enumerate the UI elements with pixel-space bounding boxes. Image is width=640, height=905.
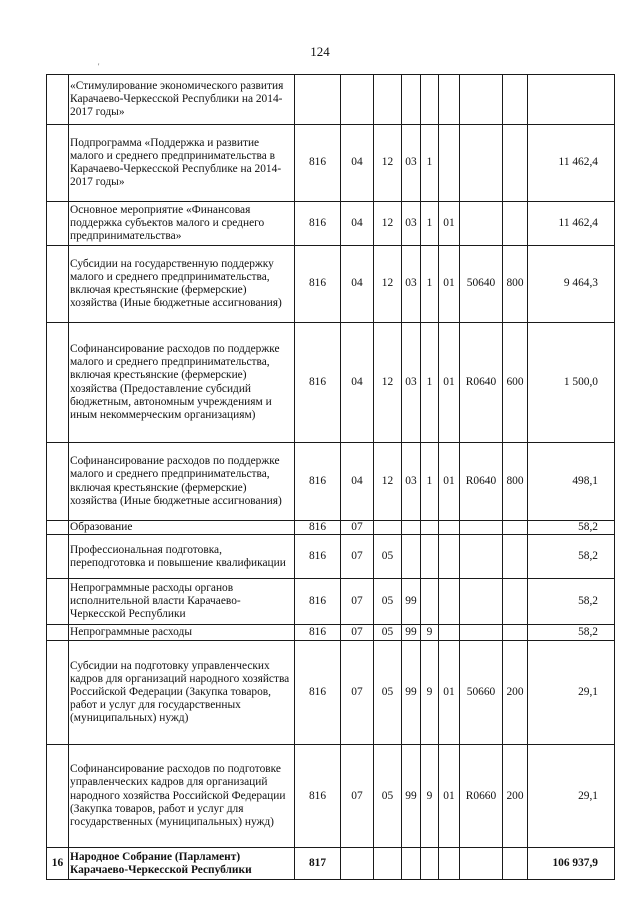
main-event-code-cell: 01 [439,202,460,246]
expense-type-cell [503,579,528,625]
program-code-cell [402,535,421,579]
section-code-cell: 07 [341,535,374,579]
program-code-cell [402,75,421,125]
expense-direction-cell: R0640 [460,443,503,521]
table-row [47,443,615,521]
table-row [47,521,615,535]
expense-direction-cell [460,625,503,641]
table-row [47,848,615,880]
ministry-code-cell: 816 [295,745,341,848]
program-code-cell: 03 [402,323,421,443]
budget-item-name: Основное мероприятие «Финансовая поддержка субъектов малого и среднего предпринимательства» [69,202,295,246]
program-code-cell [402,848,421,880]
expense-type-cell [503,535,528,579]
expense-direction-cell [460,521,503,535]
table-row [47,246,615,323]
expense-direction-cell: 50640 [460,246,503,323]
subsection-code-cell: 05 [374,641,402,745]
page-number: 124 [310,44,330,59]
table-row [47,202,615,246]
table-row [47,75,615,125]
row-number-cell [47,521,69,535]
subprogram-code-cell [421,848,439,880]
ministry-code-cell: 816 [295,125,341,202]
subsection-code-cell: 12 [374,246,402,323]
main-event-code-cell: 01 [439,246,460,323]
program-code-cell: 99 [402,625,421,641]
amount-cell: 58,2 [528,625,615,641]
amount-cell: 9 464,3 [528,246,615,323]
section-code-cell: 07 [341,521,374,535]
section-code-cell: 04 [341,246,374,323]
subprogram-code-cell [421,75,439,125]
expense-direction-cell: 50660 [460,641,503,745]
expense-type-cell [503,521,528,535]
subprogram-code-cell [421,579,439,625]
row-number-cell [47,75,69,125]
amount-cell: 29,1 [528,745,615,848]
budget-item-name: Народное Собрание (Парламент) Карачаево-Черкесской Республики [69,848,295,880]
subsection-code-cell: 05 [374,625,402,641]
table-row [47,579,615,625]
ministry-code-cell: 816 [295,246,341,323]
expense-type-cell [503,75,528,125]
ministry-code-cell: 816 [295,323,341,443]
budget-item-name: Субсидии на государственную поддержку малого и среднего предпринимательства, включая крестьянские (фермерские) хозяйства (Иные бюджетные ассигнования) [69,246,295,323]
subprogram-code-cell: 1 [421,202,439,246]
expense-type-cell [503,202,528,246]
subsection-code-cell: 05 [374,579,402,625]
subprogram-code-cell [421,521,439,535]
budget-table [46,74,615,880]
subprogram-code-cell: 9 [421,625,439,641]
subprogram-code-cell: 9 [421,745,439,848]
amount-cell: 58,2 [528,535,615,579]
section-code-cell: 07 [341,579,374,625]
ministry-code-cell: 816 [295,202,341,246]
expense-type-cell: 800 [503,443,528,521]
expense-direction-cell [460,848,503,880]
main-event-code-cell [439,125,460,202]
main-event-code-cell: 01 [439,323,460,443]
main-event-code-cell [439,848,460,880]
program-code-cell: 03 [402,125,421,202]
row-number-cell [47,535,69,579]
budget-item-name: «Стимулирование экономического развития Карачаево-Черкесской Республики на 2014-2017 годы» [69,75,295,125]
subsection-code-cell: 12 [374,443,402,521]
expense-type-cell: 600 [503,323,528,443]
subprogram-code-cell: 1 [421,323,439,443]
amount-cell: 11 462,4 [528,202,615,246]
expense-type-cell [503,848,528,880]
budget-item-name: Непрограммные расходы органов исполнительной власти Карачаево-Черкесской Республики [69,579,295,625]
subprogram-code-cell: 9 [421,641,439,745]
expense-direction-cell: R0640 [460,323,503,443]
table-row [47,625,615,641]
subsection-code-cell: 12 [374,125,402,202]
row-number-cell [47,641,69,745]
ministry-code-cell: 816 [295,625,341,641]
subsection-code-cell: 12 [374,202,402,246]
table-row [47,323,615,443]
budget-item-name: Софинансирование расходов по поддержке малого и среднего предпринимательства, включая крестьянские (фермерские) хозяйства (Предоставление субсидий бюджетным, автономным учреждениям и иным некоммерческим организациям) [69,323,295,443]
main-event-code-cell [439,579,460,625]
row-number-cell [47,443,69,521]
budget-item-name: Подпрограмма «Поддержка и развитие малого и среднего предпринимательства в Карачаево-Черкесской Республике на 2014-2017 годы» [69,125,295,202]
program-code-cell: 99 [402,641,421,745]
subsection-code-cell: 05 [374,745,402,848]
table-row [47,641,615,745]
row-number-cell [47,125,69,202]
expense-direction-cell [460,535,503,579]
expense-direction-cell [460,202,503,246]
table-row [47,745,615,848]
section-code-cell [341,848,374,880]
program-code-cell: 99 [402,579,421,625]
program-code-cell [402,521,421,535]
section-code-cell: 04 [341,125,374,202]
budget-item-name: Софинансирование расходов по поддержке малого и среднего предпринимательства, включая крестьянские (фермерские) хозяйства (Иные бюджетные ассигнования) [69,443,295,521]
ministry-code-cell: 817 [295,848,341,880]
amount-cell: 58,2 [528,521,615,535]
budget-item-name: Субсидии на подготовку управленческих кадров для организаций народного хозяйства Российской Федерации (Закупка товаров, работ и услуг для государственных (муниципальных) нужд) [69,641,295,745]
row-number-cell [47,579,69,625]
ministry-code-cell: 816 [295,521,341,535]
row-number-cell [47,246,69,323]
amount-cell: 1 500,0 [528,323,615,443]
main-event-code-cell [439,625,460,641]
section-code-cell: 07 [341,745,374,848]
row-number-cell [47,323,69,443]
program-code-cell: 03 [402,202,421,246]
main-event-code-cell [439,75,460,125]
ministry-code-cell: 816 [295,579,341,625]
expense-type-cell: 200 [503,745,528,848]
amount-cell: 58,2 [528,579,615,625]
subsection-code-cell [374,75,402,125]
subprogram-code-cell: 1 [421,246,439,323]
budget-item-name: Непрограммные расходы [69,625,295,641]
budget-item-name: Профессиональная подготовка, переподготовка и повышение квалификации [69,535,295,579]
section-code-cell: 04 [341,202,374,246]
scan-mark: ' [98,62,100,71]
main-event-code-cell [439,521,460,535]
budget-item-name: Образование [69,521,295,535]
amount-cell: 11 462,4 [528,125,615,202]
subprogram-code-cell [421,535,439,579]
subsection-code-cell [374,848,402,880]
main-event-code-cell: 01 [439,443,460,521]
expense-direction-cell [460,75,503,125]
expense-type-cell [503,125,528,202]
section-code-cell [341,75,374,125]
ministry-code-cell: 816 [295,535,341,579]
ministry-code-cell [295,75,341,125]
expense-direction-cell: R0660 [460,745,503,848]
row-number-cell: 16 [47,848,69,880]
section-code-cell: 07 [341,641,374,745]
section-code-cell: 07 [341,625,374,641]
amount-cell: 106 937,9 [528,848,615,880]
subsection-code-cell: 12 [374,323,402,443]
program-code-cell: 99 [402,745,421,848]
subprogram-code-cell: 1 [421,125,439,202]
expense-type-cell: 200 [503,641,528,745]
amount-cell: 29,1 [528,641,615,745]
section-code-cell: 04 [341,323,374,443]
main-event-code-cell [439,535,460,579]
expense-direction-cell [460,125,503,202]
section-code-cell: 04 [341,443,374,521]
table-row [47,535,615,579]
expense-direction-cell [460,579,503,625]
program-code-cell: 03 [402,443,421,521]
amount-cell [528,75,615,125]
subsection-code-cell: 05 [374,535,402,579]
expense-type-cell: 800 [503,246,528,323]
row-number-cell [47,745,69,848]
ministry-code-cell: 816 [295,641,341,745]
row-number-cell [47,202,69,246]
table-row [47,125,615,202]
budget-item-name: Софинансирование расходов по подготовке управленческих кадров для организаций народного хозяйства Российской Федерации (Закупка товаров, работ и услуг для государственных (муниципальных) нужд) [69,745,295,848]
main-event-code-cell: 01 [439,745,460,848]
amount-cell: 498,1 [528,443,615,521]
subprogram-code-cell: 1 [421,443,439,521]
expense-type-cell [503,625,528,641]
ministry-code-cell: 816 [295,443,341,521]
table-body [47,75,615,880]
row-number-cell [47,625,69,641]
subsection-code-cell [374,521,402,535]
program-code-cell: 03 [402,246,421,323]
main-event-code-cell: 01 [439,641,460,745]
